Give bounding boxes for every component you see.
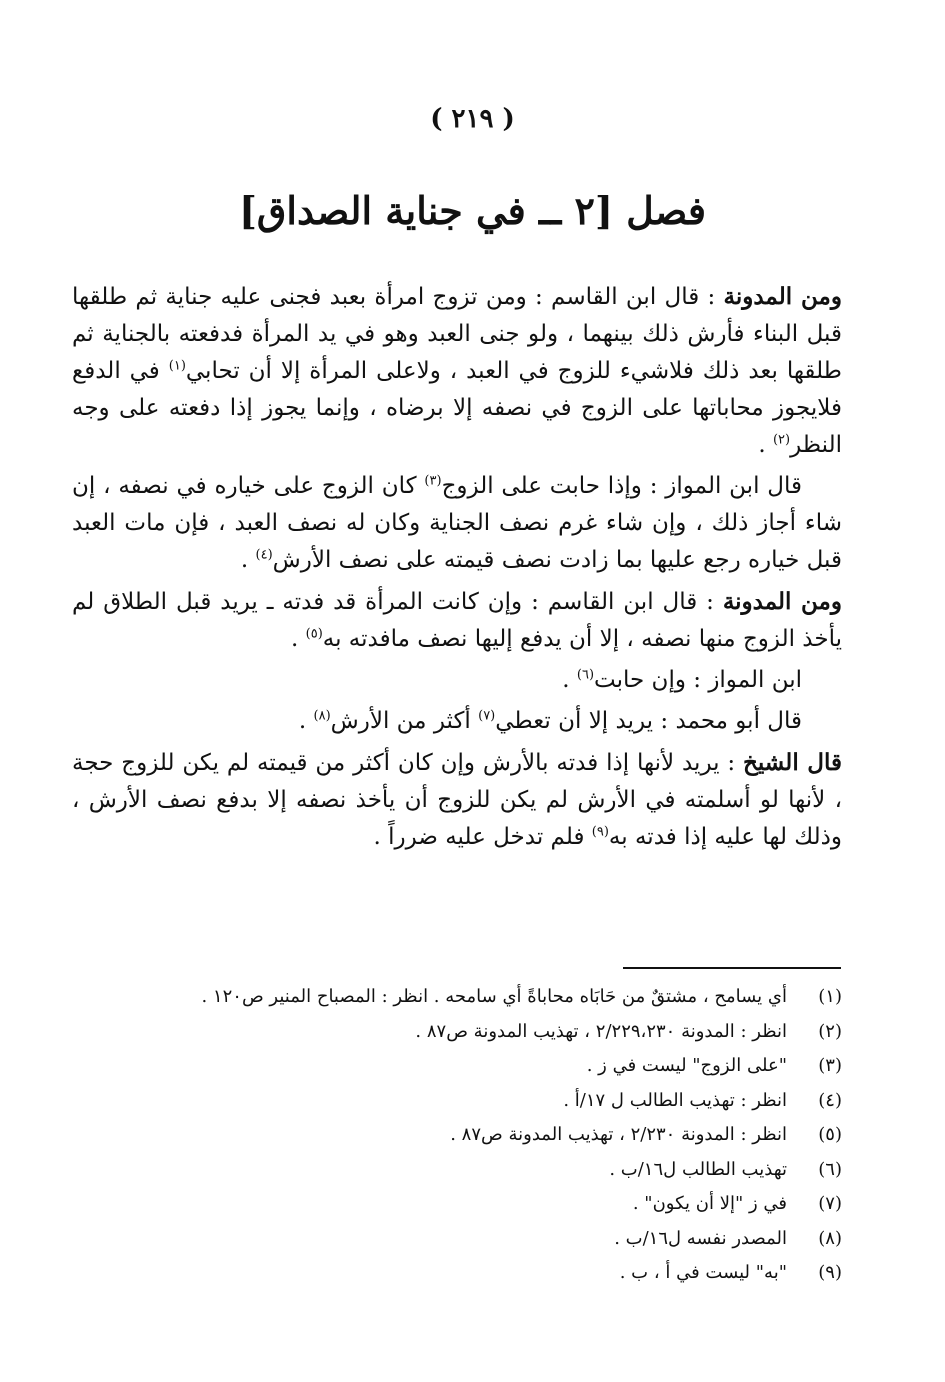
footnote-text: المصدر نفسه ل١٦/ب . xyxy=(614,1227,787,1249)
footnote-number: (٩) xyxy=(818,1262,842,1283)
paragraph xyxy=(72,583,842,658)
text-run: فلم تدخل عليه ضرراً . xyxy=(373,824,592,850)
footnote-text: انظر : المدونة ٢/٢٣٠ ، تهذيب المدونة ص٨٧ . xyxy=(450,1124,787,1145)
text-run: . xyxy=(291,626,306,652)
footnote-text: في ز "إلا أن يكون" . xyxy=(632,1193,787,1214)
footnote-item xyxy=(120,986,842,1021)
footnote-marker[interactable]: (٦) xyxy=(576,667,595,683)
footnote-number: (٢) xyxy=(818,1020,842,1042)
paragraph xyxy=(72,744,842,856)
paragraph xyxy=(72,662,842,699)
footnote-item xyxy=(120,1090,842,1125)
footnote-marker[interactable]: (٩) xyxy=(591,824,609,840)
footnote-marker[interactable]: (١) xyxy=(168,358,186,374)
paragraph xyxy=(72,703,842,740)
text-run: أكثر من الأرش xyxy=(330,708,479,734)
chapter-title: فصل [٢ ــ في جناية الصداق] xyxy=(238,188,707,233)
footnote-number: (٥) xyxy=(818,1124,842,1145)
text-run: : يريد لأنها إذا فدته بالأرش وإن كان أكثر من قيمته لم يكن للزوج حجة ، لأنها لو أسلمته في الأرش لم يكن للزوج أن يأخذ نصفه إلا بدفع نصف الأرش ، وذلك لها عليه إذا فدته به xyxy=(72,750,842,850)
footnote-text: أي يسامح ، مشتقٌ من حَابَاه محاباةً أي سامحه . انظر : المصباح المنير ص١٢٠ . xyxy=(201,986,787,1007)
text-run: . xyxy=(240,547,256,573)
footnote-marker[interactable]: (٨) xyxy=(313,708,331,724)
footnote-item xyxy=(120,1055,842,1090)
text-run: . xyxy=(562,667,577,693)
main-text xyxy=(72,278,842,860)
footnote-text: "على الزوج" ليست في ز . xyxy=(586,1055,787,1076)
text-run: : قال ابن القاسم : وإن كانت المرأة قد فدته ـ يريد قبل الطلاق لم يأخذ الزوج منها نصفه ، إلا أن يدفع إليها نصف مافدته به xyxy=(72,589,842,652)
footnote-marker[interactable]: (٧) xyxy=(478,708,496,724)
text-run: : قال ابن القاسم : ومن تزوج امرأة بعبد فجنى عليه جناية ثم طلقها قبل البناء فأرش ذلك بينهما ، ولو جنى العبد وهو في يد المرأة فدفعته بالجناية ثم طلقها بعد ذلك فلاشيء للزوج في العبد ، ولاعلى المرأة إلا أن تحابي xyxy=(72,284,842,384)
paragraph-lead: ومن المدونة xyxy=(722,588,842,615)
footnote-item xyxy=(120,1124,842,1159)
footnote-marker[interactable]: (٣) xyxy=(424,473,442,489)
footnote-item xyxy=(120,1262,842,1297)
footnote-text: تهذيب الطالب ل١٦/ب . xyxy=(609,1158,787,1180)
text-run: . xyxy=(758,432,773,458)
footnote-separator xyxy=(623,967,841,969)
footnote-marker[interactable]: (٢) xyxy=(772,432,791,448)
footnote-marker[interactable]: (٥) xyxy=(305,626,323,642)
paragraph xyxy=(72,468,842,579)
footnote-text: "به" ليست في أ ، ب . xyxy=(619,1262,787,1283)
footnote-marker[interactable]: (٤) xyxy=(255,547,273,563)
text-run: قال ابن المواز : وإذا حابت على الزوج xyxy=(441,473,802,499)
footnote-item xyxy=(120,1228,842,1263)
text-run: . xyxy=(298,708,314,734)
footnote-text: انظر : تهذيب الطالب ل ١٧/أ . xyxy=(563,1089,787,1111)
footnote-number: (٨) xyxy=(818,1227,842,1249)
paragraph xyxy=(72,278,842,464)
paragraph-lead: قال الشيخ xyxy=(743,749,842,776)
page-number: ( ٢١٩ ) xyxy=(430,104,515,134)
text-run: في الدفع فلايجوز محاباتها على الزوج في نصفه إلا برضاه ، وإنما يجوز إذا دفعته على وجه النظر xyxy=(72,358,842,458)
footnote-number: (١) xyxy=(818,986,842,1007)
footnote-number: (٧) xyxy=(818,1193,842,1214)
footnote-text: انظر : المدونة ٢/٢٢٩،٢٣٠ ، تهذيب المدونة ص٨٧ . xyxy=(415,1020,787,1042)
footnote-number: (٦) xyxy=(818,1158,842,1180)
paragraph-lead: ومن المدونة xyxy=(723,283,842,310)
footnote-item xyxy=(120,1193,842,1228)
text-run: قال أبو محمد : يريد إلا أن تعطي xyxy=(495,708,802,734)
footnote-number: (٣) xyxy=(818,1055,842,1076)
text-run: كان الزوج على خياره في نصفه ، إن شاء أجاز ذلك ، وإن شاء غرم نصف الجناية وكان له نصف العبد ، فإن مات العبد قبل خياره رجع عليها بما زادت نصف قيمته على نصف الأرش xyxy=(72,473,842,573)
footnote-item xyxy=(120,1021,842,1056)
footnotes-list xyxy=(120,986,842,1297)
text-run: ابن المواز : وإن حابت xyxy=(594,667,802,693)
footnote-number: (٤) xyxy=(818,1089,842,1111)
footnote-item xyxy=(120,1159,842,1194)
